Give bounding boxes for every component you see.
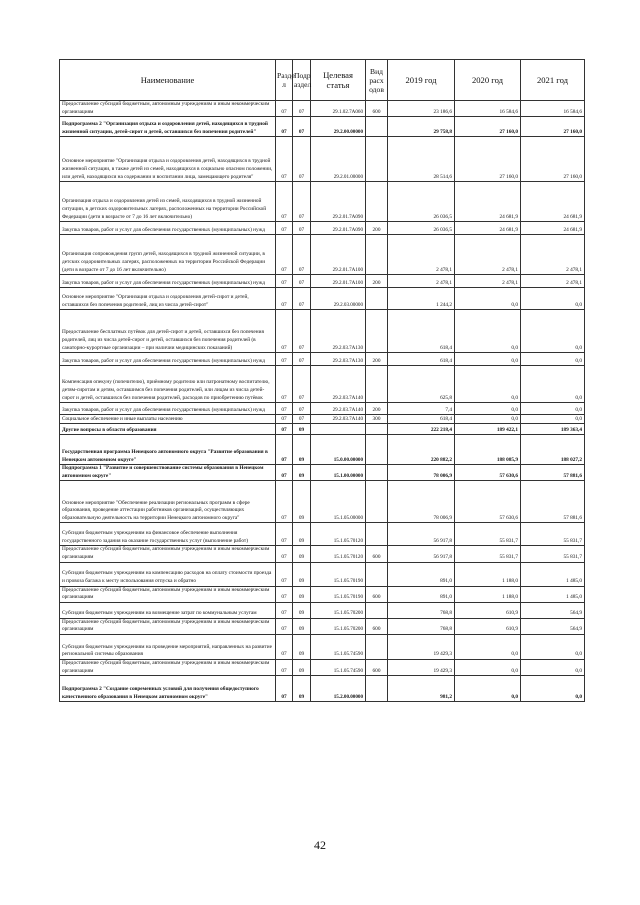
table-cell-expense-type: 200 <box>366 222 388 235</box>
table-row <box>60 117 585 137</box>
table-cell-2021: 24 681,9 <box>521 182 585 222</box>
table-cell-subsection: 09 <box>293 481 311 523</box>
table-cell-name: Субсидии бюджетным учреждениям на финансовое обеспечение выполнения государственного задания на оказание государственных услуг (выполнение работ) <box>60 523 276 546</box>
table-cell-2020: 16 584,6 <box>455 101 521 117</box>
table-cell-expense-type <box>366 288 388 310</box>
table-cell-expense-type <box>366 481 388 523</box>
table-cell-target: 15.0.00.00000 <box>311 435 366 465</box>
table-cell-name: Государственная программа Ненецкого автономного округа "Развитие образования в Ненецком автономном округе" <box>60 435 276 465</box>
table-row <box>60 310 585 353</box>
table-cell-name: Предоставление субсидий бюджетным, автономным учреждениям и иным некоммерческим организациям <box>60 101 276 117</box>
table-cell-subsection: 09 <box>293 424 311 435</box>
page-number: 42 <box>314 838 326 852</box>
table-cell-subsection: 07 <box>293 222 311 235</box>
table-cell-section: 07 <box>276 523 293 546</box>
table-cell-2020: 0,0 <box>455 288 521 310</box>
table-cell-subsection: 09 <box>293 676 311 702</box>
table-cell-2019: 768,8 <box>388 618 455 634</box>
table-cell-target <box>311 424 366 435</box>
table-cell-2020: 24 681,9 <box>455 222 521 235</box>
table-cell-section: 07 <box>276 366 293 403</box>
table-cell-2021: 2 478,1 <box>521 275 585 288</box>
table-cell-target: 15.1.00.00000 <box>311 465 366 481</box>
table-cell-target: 15.1.05.74590 <box>311 634 366 659</box>
table-cell-target: 29.2.03.7А130 <box>311 310 366 353</box>
table-cell-2021: 16 584,6 <box>521 101 585 117</box>
table-cell-2021: 0,0 <box>521 659 585 675</box>
table-cell-target: 15.1.05.70120 <box>311 546 366 562</box>
header-subsection: Подр аздел <box>293 60 311 101</box>
table-cell-subsection: 07 <box>293 310 311 353</box>
table-cell-2021: 0,0 <box>521 310 585 353</box>
table-cell-target: 29.2.01.7А100 <box>311 275 366 288</box>
table-cell-name: Предоставление субсидий бюджетным, автономным учреждениям и иным некоммерческим организациям <box>60 618 276 634</box>
table-cell-section: 07 <box>276 634 293 659</box>
table-cell-expense-type <box>366 235 388 275</box>
table-cell-expense-type <box>366 465 388 481</box>
table-row <box>60 523 585 546</box>
table-cell-expense-type: 600 <box>366 659 388 675</box>
table-row <box>60 182 585 222</box>
table-cell-2019: 891,0 <box>388 562 455 586</box>
table-cell-expense-type: 200 <box>366 403 388 415</box>
table-cell-expense-type <box>366 435 388 465</box>
table-cell-2019: 618,4 <box>388 415 455 424</box>
table-cell-section: 07 <box>276 403 293 415</box>
table-cell-section: 07 <box>276 310 293 353</box>
table-cell-expense-type: 200 <box>366 275 388 288</box>
table-row <box>60 288 585 310</box>
table-cell-2021: 564,9 <box>521 602 585 618</box>
table-cell-expense-type <box>366 182 388 222</box>
table-row <box>60 366 585 403</box>
table-cell-2019: 222 218,4 <box>388 424 455 435</box>
table-cell-section: 07 <box>276 435 293 465</box>
table-cell-section: 07 <box>276 481 293 523</box>
table-cell-name: Предоставление субсидий бюджетным, автономным учреждениям и иным некоммерческим организациям <box>60 659 276 675</box>
table-cell-2020: 1 188,0 <box>455 562 521 586</box>
table-cell-subsection: 07 <box>293 117 311 137</box>
table-cell-2020: 0,0 <box>455 366 521 403</box>
table-cell-name: Субсидии бюджетным учреждениям на возмещение затрат по коммунальным услугам <box>60 602 276 618</box>
table-cell-name: Основное мероприятие "Обеспечение реализации региональных программ в сфере образования, проведение аттестации работников организаций, осуществляющих образовательную деятельность на территории Ненецкого автономного округа" <box>60 481 276 523</box>
table-cell-2021: 0,0 <box>521 288 585 310</box>
table-cell-2021: 0,0 <box>521 353 585 366</box>
table-cell-expense-type <box>366 634 388 659</box>
table-row <box>60 602 585 618</box>
table-cell-2021: 564,9 <box>521 618 585 634</box>
table-cell-2020: 55 831,7 <box>455 523 521 546</box>
table-cell-name: Компенсация опекуну (попечителю), приёмному родителю или патронатному воспитателю, детям-сиротам и детям, оставшимся без попечения родителей, или лицам из числа детей-сирот и детей, оставшихся без попечения родителей, расходов по приобретению путёвок <box>60 366 276 403</box>
table-row <box>60 222 585 235</box>
table-cell-section: 07 <box>276 288 293 310</box>
table-cell-subsection: 09 <box>293 546 311 562</box>
table-cell-name: Подпрограмма 2 "Создание современных условий для получения общедоступного качественного образования в Ненецком автономном округе" <box>60 676 276 702</box>
table-cell-2019: 78 006,9 <box>388 481 455 523</box>
table-cell-2021: 27 160,0 <box>521 117 585 137</box>
table-cell-2021: 0,0 <box>521 403 585 415</box>
table-header <box>60 60 585 101</box>
table-cell-2019: 7,4 <box>388 403 455 415</box>
table-cell-2019: 2 478,1 <box>388 275 455 288</box>
table-cell-expense-type <box>366 424 388 435</box>
table-cell-subsection: 09 <box>293 634 311 659</box>
table-cell-name: Предоставление бесплатных путёвок для детей-сирот и детей, оставшихся без попечения родителей, лиц из числа детей-сирот и детей, оставшихся без попечения родителей (в санаторно-курортные организации – при наличии медицинских показаний) <box>60 310 276 353</box>
table-cell-subsection: 07 <box>293 275 311 288</box>
table-row <box>60 403 585 415</box>
table-cell-2021: 1 485,0 <box>521 562 585 586</box>
table-cell-name: Основное мероприятие "Организация отдыха и оздоровления детей-сирот и детей, оставшихся без попечения родителей, лиц из числа детей-сирот" <box>60 288 276 310</box>
table-cell-expense-type <box>366 602 388 618</box>
table-cell-2020: 0,0 <box>455 403 521 415</box>
table-cell-2019: 78 006,9 <box>388 465 455 481</box>
table-cell-section: 07 <box>276 353 293 366</box>
table-cell-2020: 57 630,6 <box>455 481 521 523</box>
header-2019: 2019 год <box>388 60 455 101</box>
table-cell-target: 29.2.01.00000 <box>311 137 366 182</box>
table-cell-2021: 57 881,6 <box>521 465 585 481</box>
table-row <box>60 546 585 562</box>
table-cell-target: 15.1.05.70190 <box>311 562 366 586</box>
table-cell-2019: 29 758,8 <box>388 117 455 137</box>
table-cell-section: 07 <box>276 415 293 424</box>
table-cell-2019: 1 244,2 <box>388 288 455 310</box>
table-cell-2021: 55 831,7 <box>521 546 585 562</box>
table-cell-2021: 188 027,2 <box>521 435 585 465</box>
table-cell-2020: 188 085,9 <box>455 435 521 465</box>
table-cell-expense-type: 600 <box>366 546 388 562</box>
table-row <box>60 235 585 275</box>
header-expense-type: Вид расх одов <box>366 60 388 101</box>
table-cell-expense-type <box>366 310 388 353</box>
table-cell-target: 29.2.03.7А130 <box>311 353 366 366</box>
table-cell-name: Закупка товаров, работ и услуг для обеспечения государственных (муниципальных) нужд <box>60 403 276 415</box>
table-cell-2020: 27 160,0 <box>455 117 521 137</box>
table-cell-2019: 618,4 <box>388 310 455 353</box>
table-cell-subsection: 09 <box>293 618 311 634</box>
table-cell-expense-type <box>366 676 388 702</box>
table-cell-name: Субсидии бюджетным учреждениям на компенсацию расходов на оплату стоимости проезда и провоза багажа к месту использования отпуска и обратно <box>60 562 276 586</box>
table-cell-subsection: 07 <box>293 101 311 117</box>
table-cell-name: Предоставление субсидий бюджетным, автономным учреждениям и иным некоммерческим организациям <box>60 546 276 562</box>
table-cell-section: 07 <box>276 137 293 182</box>
table-row <box>60 562 585 586</box>
table-cell-2019: 891,0 <box>388 586 455 602</box>
table-cell-expense-type <box>366 137 388 182</box>
table-cell-section: 07 <box>276 602 293 618</box>
table-cell-subsection: 07 <box>293 182 311 222</box>
table-cell-2020: 610,9 <box>455 618 521 634</box>
table-cell-target: 15.1.05.70120 <box>311 523 366 546</box>
table-cell-2019: 26 036,5 <box>388 222 455 235</box>
table-cell-name: Организация отдыха и оздоровления детей из семей, находящихся в трудной жизненной ситуации, в детских оздоровительных лагерях, расположенных на территории Российской Федерации (дети в возрасте от 7 до 16 лет включительно) <box>60 182 276 222</box>
header-section: Разде л <box>276 60 293 101</box>
table-cell-name: Основное мероприятие "Организация отдыха и оздоровления детей, находящихся в трудной жизненной ситуации, в также детей из семей, находящихся в социально опасном положении, или детей, находящихся на содержании и воспитании лица, замещающего родителя" <box>60 137 276 182</box>
table-cell-subsection: 09 <box>293 586 311 602</box>
table-cell-subsection: 07 <box>293 235 311 275</box>
table-cell-subsection: 09 <box>293 562 311 586</box>
table-cell-2020: 0,0 <box>455 634 521 659</box>
table-cell-target: 29.2.03.7А140 <box>311 403 366 415</box>
table-cell-expense-type: 200 <box>366 353 388 366</box>
table-row <box>60 353 585 366</box>
table-cell-expense-type <box>366 117 388 137</box>
table-cell-2019: 56 917,8 <box>388 523 455 546</box>
table-cell-2021: 0,0 <box>521 634 585 659</box>
table-cell-section: 07 <box>276 676 293 702</box>
table-cell-2020: 2 478,1 <box>455 235 521 275</box>
table-cell-subsection: 07 <box>293 366 311 403</box>
table-cell-subsection: 09 <box>293 602 311 618</box>
table-cell-section: 07 <box>276 424 293 435</box>
table-cell-name: Организация сопровождения групп детей, находящихся в трудной жизненной ситуации, в детских оздоровительных лагерях, расположенных на территории Российской Федерации (дети в возрасте от 7 до 16 лет включительно) <box>60 235 276 275</box>
table-cell-2020: 0,0 <box>455 676 521 702</box>
table-row <box>60 415 585 424</box>
table-cell-section: 07 <box>276 275 293 288</box>
table-cell-2020: 0,0 <box>455 659 521 675</box>
table-cell-2020: 1 188,0 <box>455 586 521 602</box>
table-row <box>60 676 585 702</box>
table-cell-expense-type: 300 <box>366 415 388 424</box>
table-cell-name: Субсидии бюджетным учреждениям на проведение мероприятий, направленных на развитие региональной системы образования <box>60 634 276 659</box>
table-cell-name: Подпрограмма 2 "Организация отдыха и оздоровления детей, находящихся в трудной жизненной ситуации, детей-сирот и детей, оставшихся без попечения родителей" <box>60 117 276 137</box>
table-cell-2019: 618,4 <box>388 353 455 366</box>
table-cell-2020: 0,0 <box>455 415 521 424</box>
table-cell-section: 07 <box>276 101 293 117</box>
table-cell-name: Социальное обеспечение и иные выплаты населению <box>60 415 276 424</box>
table-cell-2021: 189 363,4 <box>521 424 585 435</box>
table-cell-expense-type <box>366 366 388 403</box>
table-cell-target: 15.1.05.74590 <box>311 659 366 675</box>
table-cell-subsection: 07 <box>293 288 311 310</box>
table-cell-target: 15.2.00.00000 <box>311 676 366 702</box>
table-cell-2019: 768,8 <box>388 602 455 618</box>
table-cell-target: 15.1.05.70200 <box>311 602 366 618</box>
table-cell-section: 07 <box>276 659 293 675</box>
table-row <box>60 424 585 435</box>
table-cell-expense-type: 600 <box>366 618 388 634</box>
table-cell-2020: 27 160,0 <box>455 137 521 182</box>
table-cell-section: 07 <box>276 562 293 586</box>
table-cell-section: 07 <box>276 235 293 275</box>
table-cell-section: 07 <box>276 618 293 634</box>
table-cell-target: 29.2.01.7А100 <box>311 235 366 275</box>
table-cell-2019: 981,2 <box>388 676 455 702</box>
table-body <box>60 101 585 702</box>
table-cell-subsection: 09 <box>293 523 311 546</box>
table-cell-subsection: 09 <box>293 465 311 481</box>
header-2020: 2020 год <box>455 60 521 101</box>
table-cell-2021: 55 831,7 <box>521 523 585 546</box>
table-row <box>60 275 585 288</box>
table-cell-2021: 0,0 <box>521 415 585 424</box>
table-cell-target: 29.2.03.7А140 <box>311 366 366 403</box>
table-cell-section: 07 <box>276 117 293 137</box>
table-cell-2020: 0,0 <box>455 353 521 366</box>
table-cell-subsection: 09 <box>293 659 311 675</box>
table-cell-subsection: 07 <box>293 415 311 424</box>
header-target: Целевая статья <box>311 60 366 101</box>
table-row <box>60 634 585 659</box>
table-cell-2020: 610,9 <box>455 602 521 618</box>
table-cell-target: 29.2.01.7А090 <box>311 182 366 222</box>
table-cell-expense-type <box>366 523 388 546</box>
table-cell-2021: 57 881,6 <box>521 481 585 523</box>
table-cell-target: 29.2.03.7А140 <box>311 415 366 424</box>
table-cell-2020: 2 478,1 <box>455 275 521 288</box>
table-cell-expense-type <box>366 562 388 586</box>
table-cell-subsection: 07 <box>293 403 311 415</box>
table-cell-2020: 24 681,9 <box>455 182 521 222</box>
table-cell-name: Закупка товаров, работ и услуг для обеспечения государственных (муниципальных) нужд <box>60 275 276 288</box>
table-cell-2019: 625,8 <box>388 366 455 403</box>
table-cell-target: 15.1.05.00000 <box>311 481 366 523</box>
table-cell-2019: 2 478,1 <box>388 235 455 275</box>
table-cell-subsection: 07 <box>293 353 311 366</box>
table-cell-target: 15.1.05.70190 <box>311 586 366 602</box>
table-row <box>60 101 585 117</box>
budget-table <box>59 59 585 702</box>
table-row <box>60 618 585 634</box>
table-cell-section: 07 <box>276 586 293 602</box>
header-2021: 2021 год <box>521 60 585 101</box>
table-cell-2019: 19 429,3 <box>388 659 455 675</box>
table-cell-2020: 57 630,6 <box>455 465 521 481</box>
table-cell-section: 07 <box>276 465 293 481</box>
table-cell-subsection: 07 <box>293 137 311 182</box>
table-cell-target: 29.2.03.00000 <box>311 288 366 310</box>
table-cell-target: 15.1.05.70200 <box>311 618 366 634</box>
table-cell-2020: 0,0 <box>455 310 521 353</box>
table-cell-2021: 0,0 <box>521 366 585 403</box>
table-cell-2019: 19 429,3 <box>388 634 455 659</box>
table-row <box>60 435 585 465</box>
table-row <box>60 481 585 523</box>
table-cell-expense-type: 600 <box>366 101 388 117</box>
table-cell-section: 07 <box>276 546 293 562</box>
table-cell-name: Закупка товаров, работ и услуг для обеспечения государственных (муниципальных) нужд <box>60 222 276 235</box>
table-cell-2021: 1 485,0 <box>521 586 585 602</box>
table-row <box>60 137 585 182</box>
table-cell-2019: 23 186,6 <box>388 101 455 117</box>
table-cell-name: Закупка товаров, работ и услуг для обеспечения государственных (муниципальных) нужд <box>60 353 276 366</box>
table-row <box>60 659 585 675</box>
table-cell-expense-type: 600 <box>366 586 388 602</box>
table-cell-2020: 189 422,1 <box>455 424 521 435</box>
table-cell-2019: 28 514,6 <box>388 137 455 182</box>
header-name: Наименование <box>60 60 276 101</box>
table-cell-section: 07 <box>276 182 293 222</box>
table-cell-2020: 55 831,7 <box>455 546 521 562</box>
table-cell-name: Подпрограмма 1 "Развитие и совершенствование системы образования в Ненецком автономном округе" <box>60 465 276 481</box>
table-cell-2021: 27 160,0 <box>521 137 585 182</box>
table-cell-target: 29.2.01.7А090 <box>311 222 366 235</box>
table-cell-target: 29.2.00.00000 <box>311 117 366 137</box>
table-cell-2019: 56 917,8 <box>388 546 455 562</box>
table-cell-section: 07 <box>276 222 293 235</box>
table-cell-name: Другие вопросы в области образования <box>60 424 276 435</box>
table-cell-2019: 26 036,5 <box>388 182 455 222</box>
table-cell-2021: 24 681,9 <box>521 222 585 235</box>
table-cell-2019: 220 882,2 <box>388 435 455 465</box>
table-cell-target: 29.1.02.7А060 <box>311 101 366 117</box>
table-cell-subsection: 09 <box>293 435 311 465</box>
table-cell-name: Предоставление субсидий бюджетным, автономным учреждениям и иным некоммерческим организациям <box>60 586 276 602</box>
table-cell-2021: 2 478,1 <box>521 235 585 275</box>
table-row <box>60 465 585 481</box>
table-row <box>60 586 585 602</box>
table-cell-2021: 0,0 <box>521 676 585 702</box>
